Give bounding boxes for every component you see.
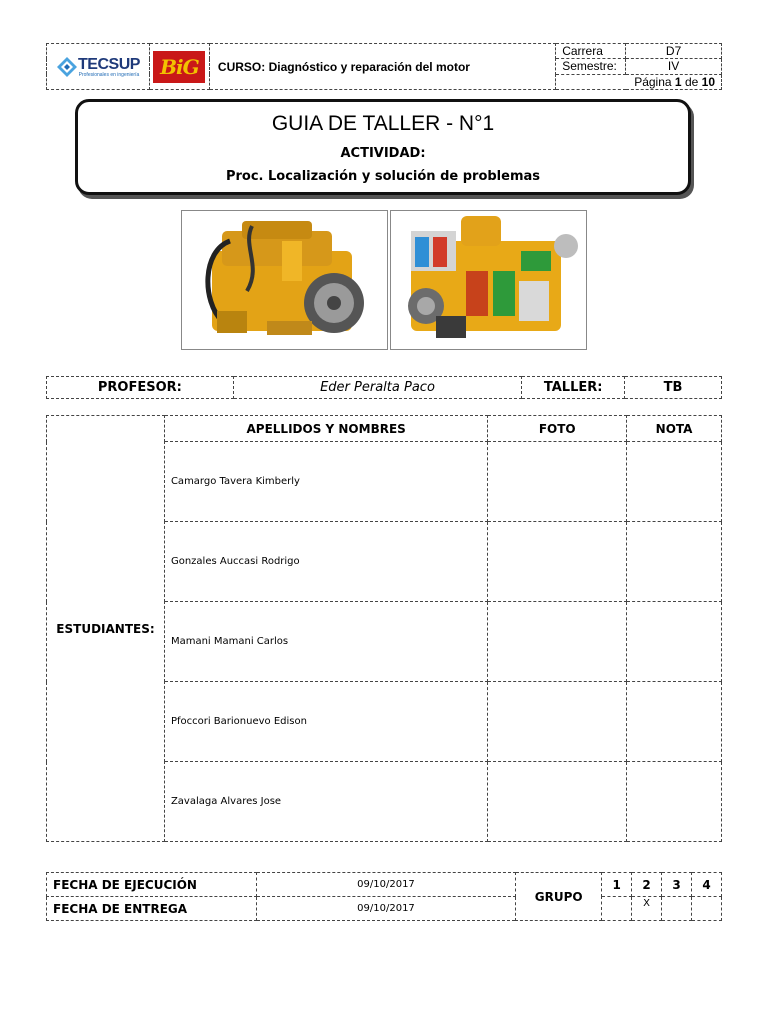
fecha-ejecucion-value: 09/10/2017	[256, 873, 516, 897]
grupo-mark-4	[692, 897, 722, 921]
profesor-table	[46, 376, 722, 399]
page-title: GUIA DE TALLER - N°1	[271, 112, 495, 135]
taller-value: TB	[625, 377, 722, 399]
student-name: Camargo Tavera Kimberly	[164, 442, 487, 522]
grupo-label: GRUPO	[516, 873, 602, 921]
col-header-foto: FOTO	[488, 416, 627, 442]
student-photo-cell	[488, 682, 627, 762]
student-name: Mamani Mamani Carlos	[164, 602, 487, 682]
student-name: Zavalaga Alvares Jose	[164, 762, 487, 842]
engine-image-cutaway	[390, 210, 587, 350]
student-photo-cell	[488, 602, 627, 682]
grupo-number-4: 4	[692, 873, 722, 897]
course-title: CURSO: Diagnóstico y reparación del motor	[209, 44, 555, 90]
grupo-mark-1	[602, 897, 632, 921]
student-grade-cell	[627, 762, 722, 842]
fechas-table	[46, 872, 722, 921]
student-name: Gonzales Auccasi Rodrigo	[164, 522, 487, 602]
grupo-number-2: 2	[632, 873, 662, 897]
grupo-mark-3	[662, 897, 692, 921]
big-logo: BiG	[149, 44, 209, 90]
semestre-value: IV	[626, 59, 722, 74]
col-header-nombres: APELLIDOS Y NOMBRES	[164, 416, 487, 442]
tecsup-logo: TECSUP Profesionales en ingeniería	[47, 44, 150, 90]
grupo-number-1: 1	[602, 873, 632, 897]
student-grade-cell	[627, 522, 722, 602]
grupo-mark-2: X	[632, 897, 662, 921]
carrera-value: D7	[626, 44, 722, 59]
taller-label: TALLER:	[522, 377, 625, 399]
semestre-label: Semestre:	[556, 59, 626, 74]
estudiantes-table	[46, 415, 722, 842]
student-name: Pfoccori Barionuevo Edison	[164, 682, 487, 762]
carrera-label: Carrera	[556, 44, 626, 59]
tecsup-mark-icon	[56, 56, 78, 78]
page-indicator: Página 1 de 10	[556, 74, 722, 89]
estudiantes-label: ESTUDIANTES:	[47, 416, 165, 842]
engine-image-exterior	[181, 210, 388, 350]
student-photo-cell	[488, 442, 627, 522]
grupo-number-3: 3	[662, 873, 692, 897]
fecha-ejecucion-label: FECHA DE EJECUCIÓN	[47, 873, 257, 897]
actividad-label: ACTIVIDAD:	[340, 146, 426, 161]
student-grade-cell	[627, 602, 722, 682]
profesor-label: PROFESOR:	[47, 377, 234, 399]
student-photo-cell	[488, 762, 627, 842]
fecha-entrega-value: 09/10/2017	[256, 897, 516, 921]
profesor-value: Eder Peralta Paco	[233, 377, 521, 399]
document-header	[46, 43, 722, 90]
title-box	[75, 99, 691, 195]
engine-images	[181, 210, 587, 350]
col-header-nota: NOTA	[627, 416, 722, 442]
student-photo-cell	[488, 522, 627, 602]
fecha-entrega-label: FECHA DE ENTREGA	[47, 897, 257, 921]
student-grade-cell	[627, 682, 722, 762]
student-grade-cell	[627, 442, 722, 522]
actividad-description: Proc. Localización y solución de problemas	[225, 169, 541, 184]
